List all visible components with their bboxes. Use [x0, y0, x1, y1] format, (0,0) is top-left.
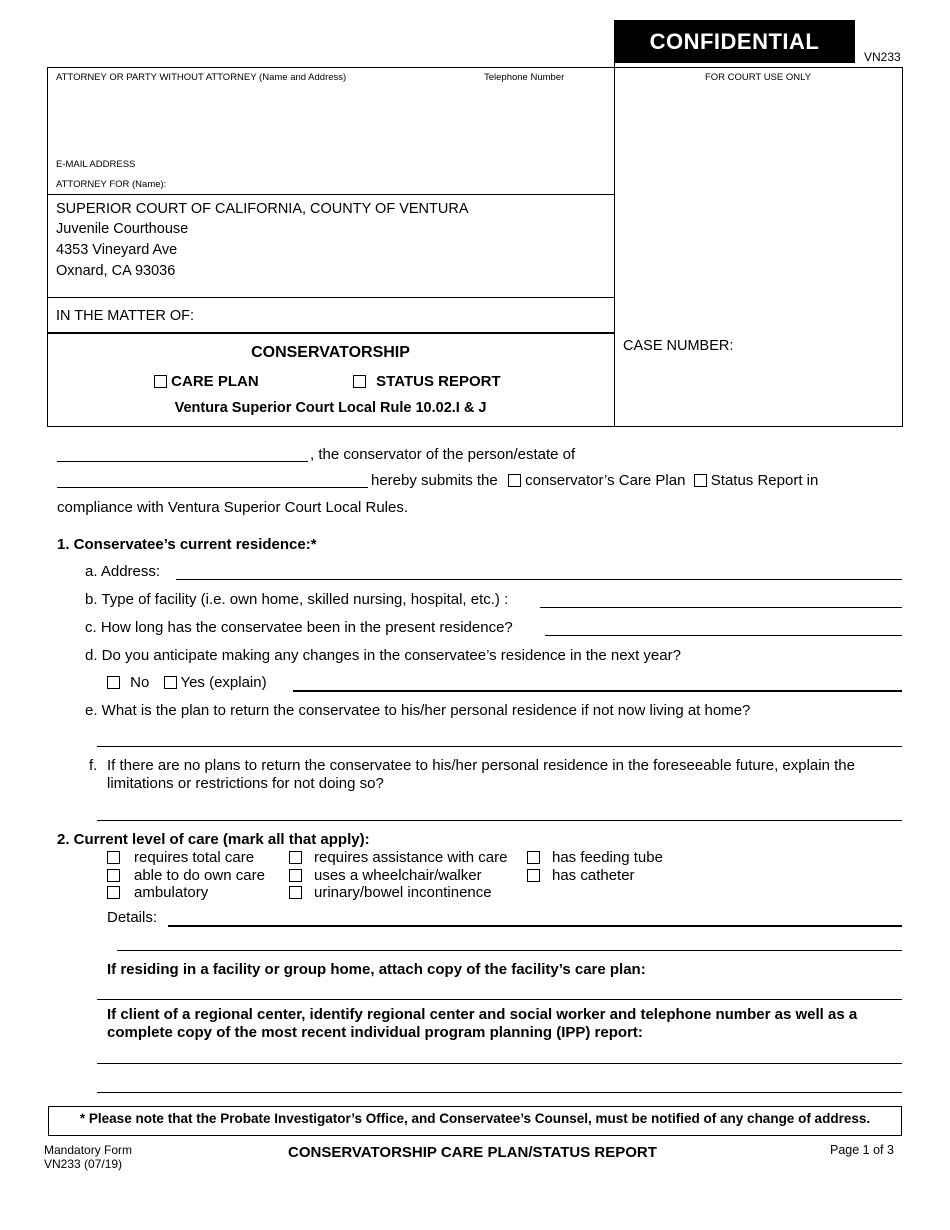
care-checkbox[interactable] — [527, 851, 540, 864]
email-label: E-MAIL ADDRESS — [56, 159, 136, 170]
intro-line3: compliance with Ventura Superior Court Local Rules. — [57, 499, 409, 516]
matter-label: IN THE MATTER OF: — [56, 308, 195, 324]
address-input-line[interactable] — [176, 579, 902, 580]
divider-court — [47, 297, 614, 298]
intro-line2 — [371, 472, 818, 489]
footer-form-rev: VN233 (07/19) — [44, 1157, 123, 1171]
telephone-label: Telephone Number — [484, 72, 565, 83]
care-plan-label: CARE PLAN — [171, 373, 259, 390]
form-title: CONSERVATORSHIP — [251, 344, 410, 361]
caption-top-border — [47, 67, 903, 68]
facility-type-input-line[interactable] — [540, 607, 902, 608]
facility-note: If residing in a facility or group home, attach copy of the facility’s care plan: — [107, 961, 646, 978]
care-col3 — [527, 849, 663, 884]
section2-heading: 2. Current level of care (mark all that apply): — [57, 831, 370, 848]
local-rule: Ventura Superior Court Local Rule 10.02.I & J — [174, 400, 487, 416]
residence-duration-input-line[interactable] — [545, 635, 902, 636]
details-input-line[interactable] — [168, 925, 902, 927]
care-checkbox[interactable] — [289, 851, 302, 864]
details-label: Details: — [107, 909, 158, 926]
attorney-label: ATTORNEY OR PARTY WITHOUT ATTORNEY (Name and Address) — [56, 72, 347, 83]
notice-box — [48, 1106, 902, 1136]
f-answer-line[interactable] — [97, 820, 902, 821]
care-option-label: has feeding tube — [552, 849, 663, 866]
status-report-option[interactable] — [353, 373, 501, 390]
d-no-checkbox[interactable] — [107, 676, 120, 689]
care-checkbox[interactable] — [107, 851, 120, 864]
caption-bottom-border — [47, 426, 903, 427]
item-d-options — [107, 674, 267, 691]
conservator-name-line[interactable] — [57, 461, 308, 462]
court-name: SUPERIOR COURT OF CALIFORNIA, COUNTY OF VENTURA — [56, 201, 469, 217]
intro-care-plan-label: conservator’s Care Plan — [525, 472, 686, 489]
attorney-for-label: ATTORNEY FOR (Name): — [56, 179, 167, 190]
court-line4: Oxnard, CA 93036 — [56, 263, 176, 279]
regional-answer-line1[interactable] — [97, 1063, 902, 1064]
care-col2 — [289, 849, 507, 902]
status-report-checkbox[interactable] — [353, 375, 366, 388]
section1-heading: 1. Conservatee’s current residence:* — [57, 536, 317, 553]
court-line3: 4353 Vineyard Ave — [56, 242, 178, 258]
status-report-label: STATUS REPORT — [376, 373, 501, 390]
notice-text: * Please note that the Probate Investigator’s Office, and Conservatee’s Counsel, must be notified of any change of address. — [79, 1111, 871, 1126]
facility-note-line[interactable] — [97, 999, 902, 1000]
item-b-label: b. Type of facility (i.e. own home, skilled nursing, hospital, etc.) : — [85, 591, 509, 608]
d-explain-input-line[interactable] — [293, 690, 902, 692]
item-c-label: c. How long has the conservatee been in the present residence? — [85, 619, 513, 636]
divider-matter — [47, 332, 614, 334]
intro-submits-text: hereby submits the — [371, 472, 498, 489]
care-plan-checkbox[interactable] — [154, 375, 167, 388]
conservatee-name-line[interactable] — [57, 487, 368, 488]
care-option-label: able to do own care — [134, 866, 265, 884]
d-yes-label: Yes (explain) — [180, 674, 267, 691]
d-yes-checkbox[interactable] — [164, 676, 177, 689]
item-a-label: a. Address: — [85, 563, 161, 580]
item-f-letter: f. — [89, 757, 98, 774]
regional-note: If client of a regional center, identify regional center and social worker and telephone number as well as a complete copy of the most recent individual program planning (IPP) report: — [107, 1006, 858, 1041]
item-d-label: d. Do you anticipate making any changes in the conservatee’s residence in the next year? — [85, 647, 681, 664]
caption-middle-border — [614, 63, 615, 426]
care-checkbox[interactable] — [289, 869, 302, 882]
footer-mandatory: Mandatory Form — [44, 1143, 133, 1157]
care-option-label: has catheter — [552, 866, 635, 884]
care-checkbox[interactable] — [107, 886, 120, 899]
form-code: VN233 — [864, 50, 901, 64]
court-use-label: FOR COURT USE ONLY — [704, 72, 812, 83]
intro-status-report-checkbox[interactable] — [694, 474, 707, 487]
care-option-label: uses a wheelchair/walker — [314, 866, 482, 884]
care-option-label: requires total care — [134, 849, 255, 866]
regional-answer-line2[interactable] — [97, 1092, 902, 1093]
confidential-banner: CONFIDENTIAL — [614, 20, 855, 63]
care-option-label: requires assistance with care — [314, 849, 508, 866]
court-line2: Juvenile Courthouse — [56, 221, 189, 237]
caption-left-border — [47, 67, 48, 426]
intro-line1: , the conservator of the person/estate of — [310, 446, 576, 463]
care-col1 — [107, 849, 265, 902]
item-f-label: If there are no plans to return the conservatee to his/her personal residence in the foreseeable future, explain the limitations or restrictions for not doing so? — [107, 757, 855, 792]
footer-title: CONSERVATORSHIP CARE PLAN/STATUS REPORT — [288, 1144, 657, 1161]
details-second-line[interactable] — [117, 950, 902, 951]
footer-page: Page 1 of 3 — [830, 1143, 894, 1157]
caption-right-border — [902, 67, 903, 426]
care-checkbox[interactable] — [289, 886, 302, 899]
item-e-label: e. What is the plan to return the conservatee to his/her personal residence if not now living at home? — [85, 702, 751, 719]
care-checkbox[interactable] — [107, 869, 120, 882]
divider-attorney — [47, 194, 614, 195]
intro-status-report-label: Status Report in — [710, 472, 819, 489]
intro-care-plan-checkbox[interactable] — [508, 474, 521, 487]
d-no-label: No — [130, 674, 150, 691]
care-option-label: ambulatory — [134, 884, 209, 901]
care-plan-option[interactable] — [154, 373, 259, 390]
e-answer-line[interactable] — [97, 746, 902, 747]
care-checkbox[interactable] — [527, 869, 540, 882]
care-option-label: urinary/bowel incontinence — [314, 884, 492, 901]
case-number-label: CASE NUMBER: — [623, 338, 734, 354]
